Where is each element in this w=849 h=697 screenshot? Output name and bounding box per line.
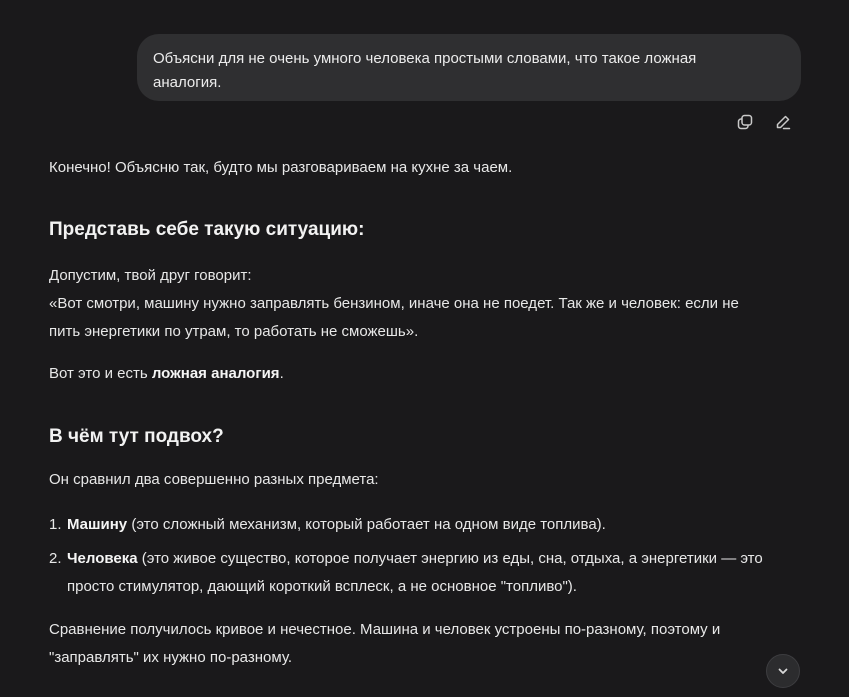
list-item bbox=[49, 511, 809, 539]
list-item-text: (это живое существо, которое получает энергию из еды, сна, отдыха, а энергетики — это bbox=[137, 550, 763, 567]
situation-line: Допустим, твой друг говорит: bbox=[49, 267, 252, 284]
user-message-line: аналогия. bbox=[153, 74, 222, 91]
this-is-bold: ложная аналогия bbox=[151, 365, 280, 382]
conclusion-line: "заправлять" их нужно по-разному. bbox=[49, 649, 292, 666]
message-actions bbox=[735, 112, 793, 132]
list-item-line: просто стимулятор, дающий короткий всплеск, а не основное "топливо"). bbox=[67, 578, 577, 595]
situation-line: «Вот смотри, машину нужно заправлять бензином, иначе она не поедет. Так же и человек: если не bbox=[49, 295, 739, 312]
answer-heading-situation: Представь себе такую ситуацию: bbox=[49, 219, 365, 240]
answer-intro: Конечно! Объясню так, будто мы разговариваем на кухне за чаем. bbox=[49, 159, 513, 176]
copy-icon bbox=[736, 113, 754, 131]
answer-conclusion bbox=[49, 616, 720, 672]
answer-compared: Он сравнил два совершенно разных предмета: bbox=[49, 471, 379, 488]
list-item-text: (это сложный механизм, который работает на одном виде топлива). bbox=[127, 516, 606, 533]
situation-line: пить энергетики по утрам, то работать не сможешь». bbox=[49, 323, 419, 340]
list-item-number: 1. bbox=[49, 516, 62, 533]
answer-heading-catch: В чём тут подвох? bbox=[49, 426, 224, 447]
copy-button[interactable] bbox=[735, 112, 755, 132]
answer-list bbox=[49, 511, 809, 601]
edit-button[interactable] bbox=[773, 112, 793, 132]
this-is-suffix: . bbox=[279, 365, 284, 382]
chevron-down-icon bbox=[776, 664, 790, 678]
list-item-bold: Машину bbox=[67, 516, 128, 533]
scroll-to-bottom-button[interactable] bbox=[766, 654, 800, 688]
this-is-prefix: Вот это и есть bbox=[49, 365, 152, 382]
conclusion-line: Сравнение получилось кривое и нечестное. Машина и человек устроены по-разному, поэтому и bbox=[49, 621, 721, 638]
edit-icon bbox=[774, 113, 792, 131]
list-item bbox=[49, 545, 809, 601]
user-message-line: Объясни для не очень умного человека простыми словами, что такое ложная bbox=[153, 50, 697, 67]
user-message-bubble bbox=[137, 34, 801, 101]
answer-situation bbox=[49, 262, 809, 346]
list-item-bold: Человека bbox=[67, 550, 138, 567]
list-item-line bbox=[67, 545, 809, 573]
list-item-number: 2. bbox=[49, 550, 62, 567]
answer-this-is bbox=[49, 362, 284, 386]
